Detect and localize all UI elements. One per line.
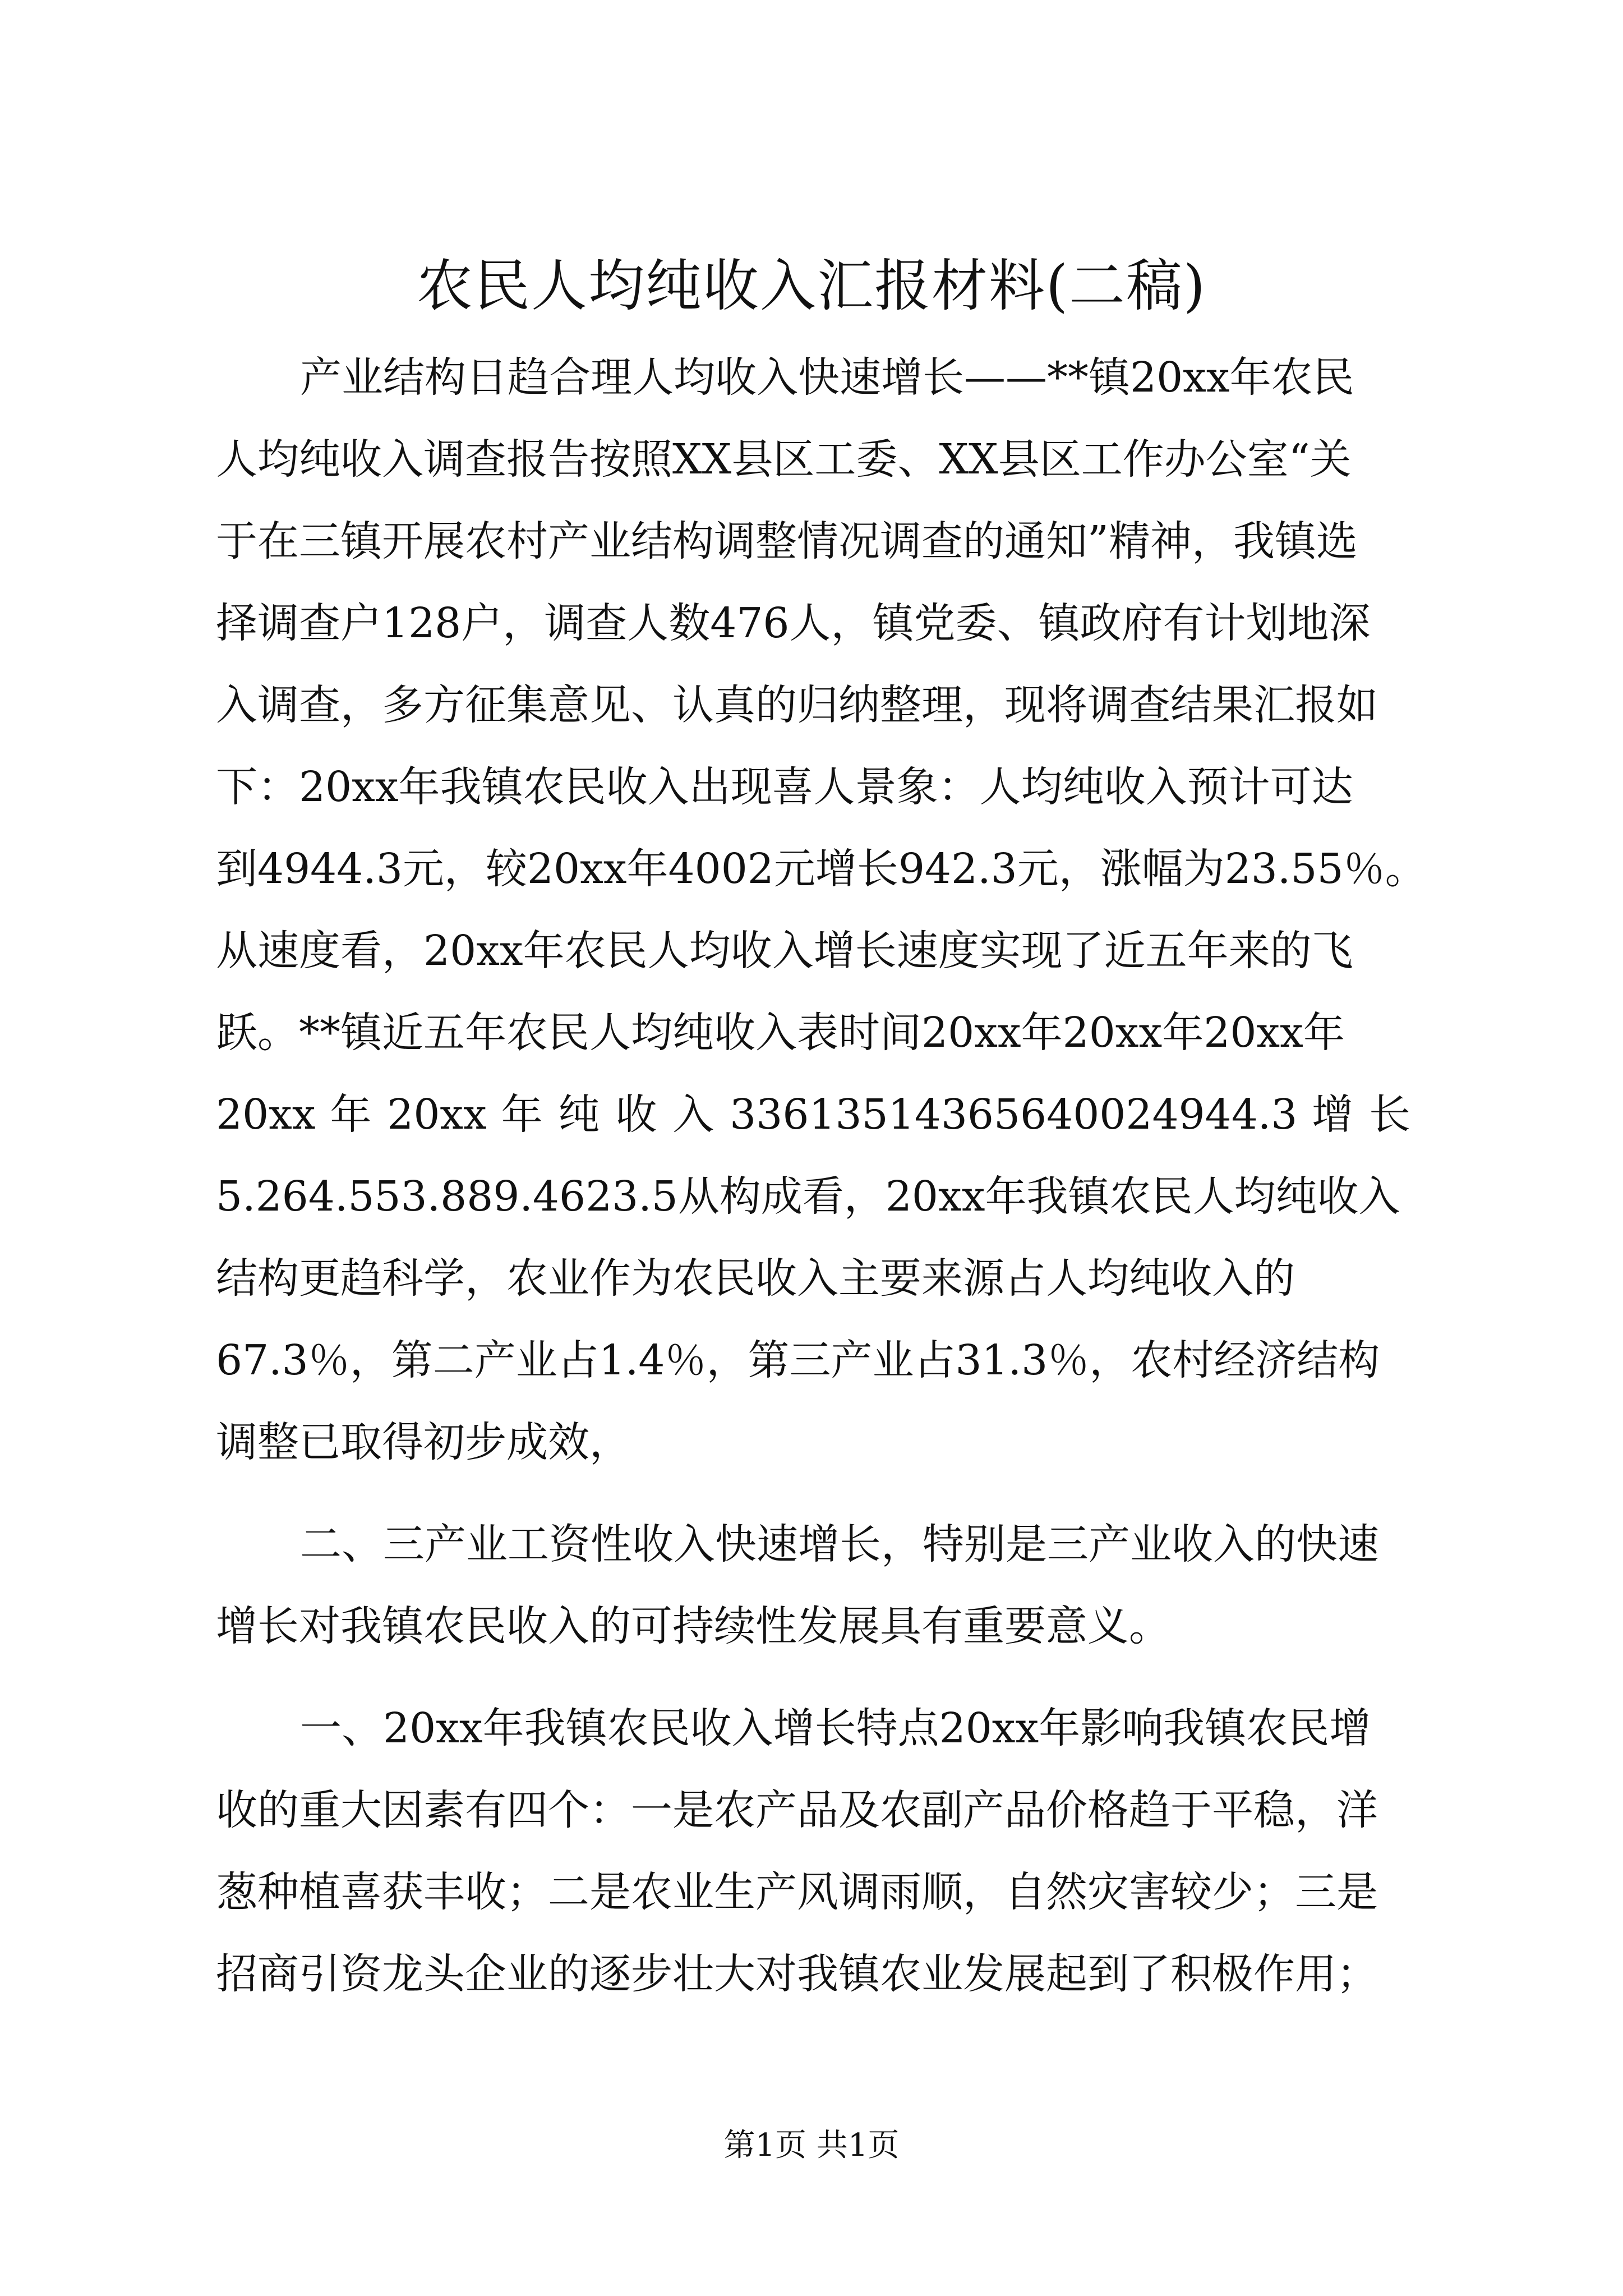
document-body bbox=[216, 337, 1427, 2015]
body-line: 二、三产业工资性收入快速增长，特别是三产业收入的快速 bbox=[300, 1520, 1379, 1568]
body-line: 择调查户128户，调查人数476人，镇党委、镇政府有计划地深 bbox=[216, 599, 1371, 647]
page-number-footer: 第1页 共1页 bbox=[723, 2127, 900, 2164]
body-line: 人均纯收入调查报告按照XX县区工委、XX县区工作办公室“关 bbox=[216, 435, 1352, 484]
body-line: 调整已取得初步成效， bbox=[216, 1418, 631, 1466]
body-line: 5.264.553.889.4623.5从构成看，20xx年我镇农民人均纯收入 bbox=[216, 1172, 1400, 1221]
body-line: 增长对我镇农民收入的可持续性发展具有重要意义。 bbox=[216, 1602, 1170, 1650]
body-line: 葱种植喜获丰收；二是农业生产风调雨顺，自然灾害较少；三是 bbox=[216, 1868, 1378, 1916]
body-line: 收的重大因素有四个：一是农产品及农副产品价格趋于平稳，洋 bbox=[216, 1786, 1378, 1834]
body-line: 于在三镇开展农村产业结构调整情况调查的通知”精神，我镇选 bbox=[216, 517, 1358, 565]
body-line: 一、20xx年我镇农民收入增长特点20xx年影响我镇农民增 bbox=[300, 1704, 1371, 1752]
document-title: 农民人均纯收入汇报材料(二稿) bbox=[416, 253, 1207, 319]
body-line: 产业结构日趋合理人均收入快速增长——**镇20xx年农民 bbox=[300, 353, 1354, 402]
body-line: 67.3％，第二产业占1.4％，第三产业占31.3％，农村经济结构 bbox=[216, 1336, 1380, 1384]
body-line: 招商引资龙头企业的逐步壮大对我镇农业发展起到了积极作用； bbox=[216, 1950, 1378, 1998]
body-line: 跃。**镇近五年农民人均纯收入表时间20xx年20xx年20xx年 bbox=[216, 1009, 1345, 1057]
body-line: 下：20xx年我镇农民收入出现喜人景象：人均纯收入预计可达 bbox=[216, 763, 1353, 811]
body-line: 从速度看，20xx年农民人均收入增长速度实现了近五年来的飞 bbox=[216, 927, 1353, 975]
body-line: 20xx 年 20xx 年 纯 收 入 33613514365640024944.3 增 长 bbox=[216, 1091, 1410, 1139]
body-line: 结构更趋科学，农业作为农民收入主要来源占人均纯收入的 bbox=[216, 1254, 1295, 1303]
body-line: 到4944.3元，较20xx年4002元增长942.3元，涨幅为23.55％。 bbox=[216, 845, 1427, 893]
body-line: 入调查，多方征集意见、认真的归纳整理，现将调查结果汇报如 bbox=[216, 681, 1378, 729]
